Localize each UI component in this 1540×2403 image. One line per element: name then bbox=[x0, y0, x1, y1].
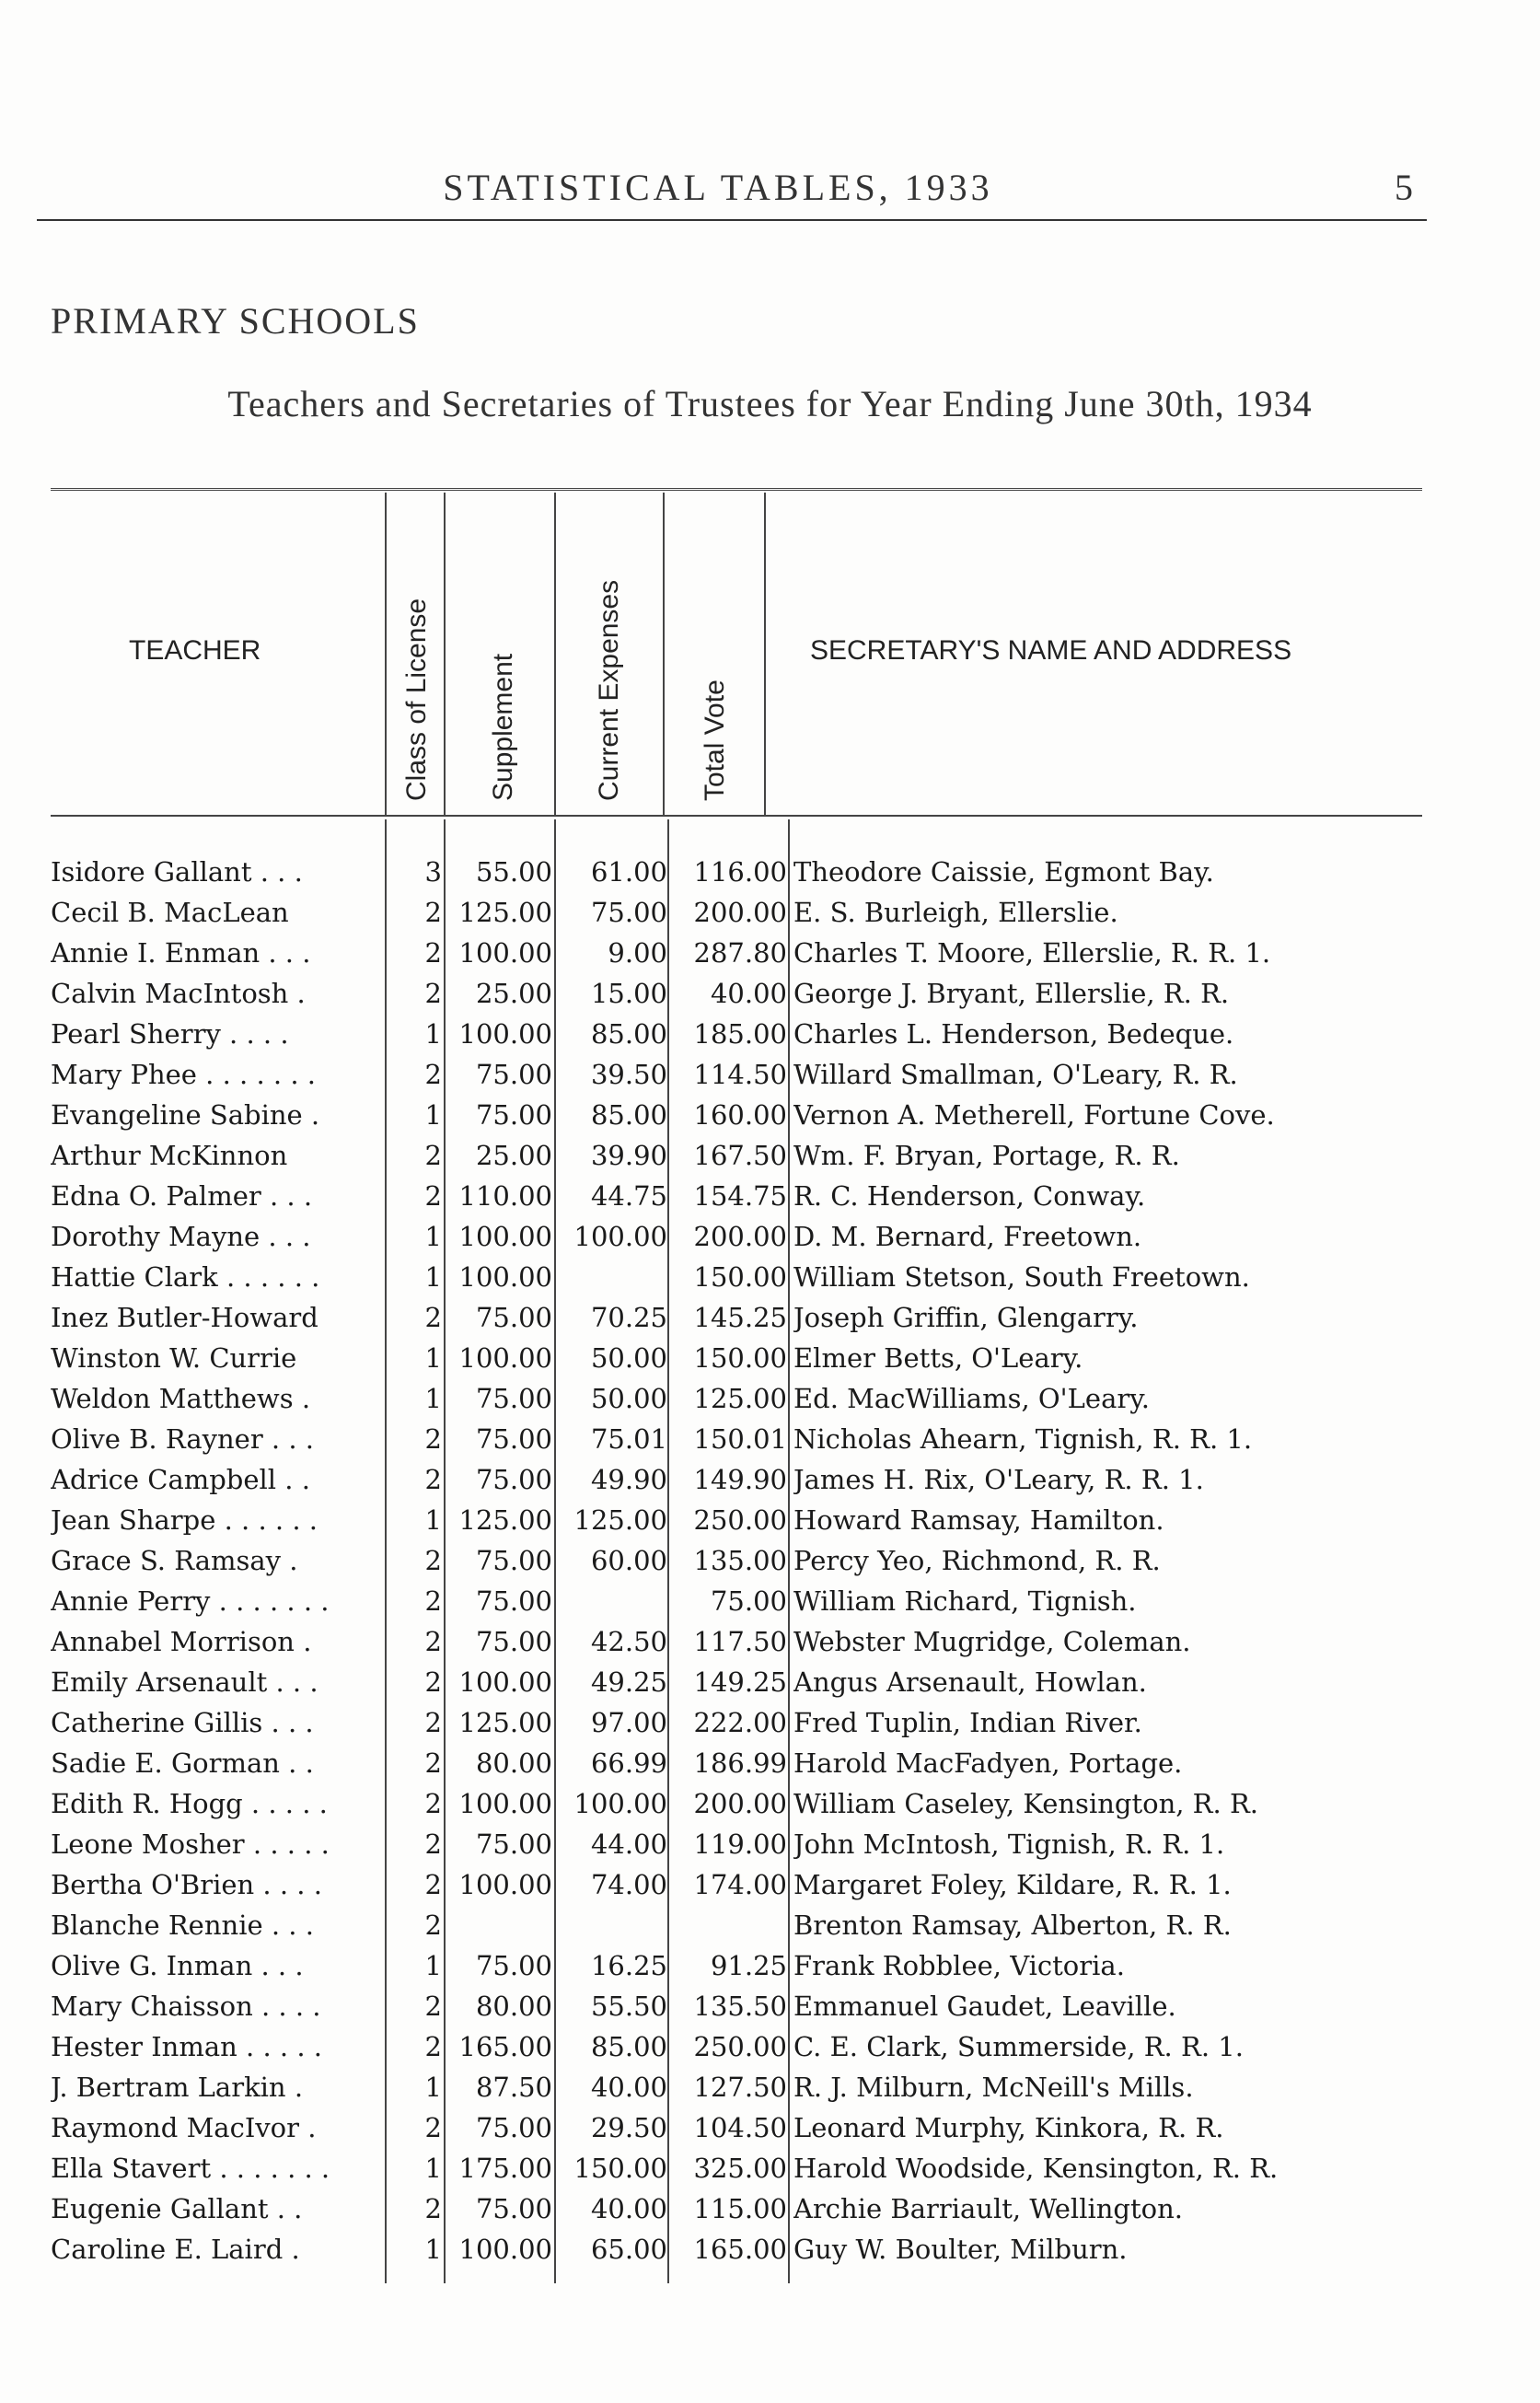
column-header-supplement: Supplement bbox=[488, 653, 518, 801]
class-of-license-cell: 2 bbox=[424, 1910, 442, 1941]
teacher-name: Edna O. Palmer . . . bbox=[51, 1180, 313, 1212]
column-rule bbox=[764, 493, 766, 815]
total-vote-cell: 127.50 bbox=[693, 2072, 787, 2103]
class-of-license-cell: 2 bbox=[424, 937, 442, 969]
table-row bbox=[0, 1216, 1540, 1257]
current-expenses-cell: 16.25 bbox=[590, 1950, 667, 1981]
class-of-license-cell: 1 bbox=[424, 1018, 442, 1050]
class-of-license-cell: 2 bbox=[424, 1545, 442, 1576]
table-row bbox=[0, 2148, 1540, 2188]
current-expenses-cell: 15.00 bbox=[590, 978, 667, 1009]
current-expenses-cell: 61.00 bbox=[590, 856, 667, 888]
secretary-name-address: R. J. Milburn, McNeill's Mills. bbox=[793, 2072, 1194, 2103]
current-expenses-cell: 40.00 bbox=[590, 2193, 667, 2224]
secretary-name-address: William Richard, Tignish. bbox=[793, 1585, 1137, 1617]
secretary-name-address: E. S. Burleigh, Ellerslie. bbox=[793, 897, 1118, 928]
total-vote-cell: 167.50 bbox=[693, 1140, 787, 1171]
class-of-license-cell: 2 bbox=[424, 1707, 442, 1738]
current-expenses-cell: 44.75 bbox=[590, 1180, 667, 1212]
total-vote-cell: 149.90 bbox=[693, 1464, 787, 1495]
current-expenses-cell: 97.00 bbox=[590, 1707, 667, 1738]
table-row bbox=[0, 1257, 1540, 1297]
current-expenses-cell: 70.25 bbox=[590, 1302, 667, 1333]
secretary-name-address: Joseph Griffin, Glengarry. bbox=[793, 1302, 1139, 1333]
secretary-name-address: Leonard Murphy, Kinkora, R. R. bbox=[793, 2112, 1224, 2143]
teacher-name: Adrice Campbell . . bbox=[51, 1464, 310, 1495]
teacher-name: Bertha O'Brien . . . . bbox=[51, 1869, 322, 1900]
secretary-name-address: Elmer Betts, O'Leary. bbox=[793, 1342, 1083, 1374]
supplement-cell: 75.00 bbox=[475, 1302, 552, 1333]
table-row bbox=[0, 1459, 1540, 1500]
supplement-cell: 175.00 bbox=[458, 2153, 552, 2184]
table-row bbox=[0, 1824, 1540, 1864]
total-vote-cell: 222.00 bbox=[693, 1707, 787, 1738]
table-header-rule bbox=[51, 815, 1422, 817]
secretary-name-address: Nicholas Ahearn, Tignish, R. R. 1. bbox=[793, 1423, 1253, 1455]
teacher-name: Arthur McKinnon bbox=[51, 1140, 288, 1171]
total-vote-cell: 250.00 bbox=[693, 1504, 787, 1536]
class-of-license-cell: 2 bbox=[424, 1180, 442, 1212]
class-of-license-cell: 2 bbox=[424, 1869, 442, 1900]
secretary-name-address: Guy W. Boulter, Milburn. bbox=[793, 2234, 1128, 2265]
class-of-license-cell: 1 bbox=[424, 1221, 442, 1252]
total-vote-cell: 40.00 bbox=[710, 978, 787, 1009]
supplement-cell: 75.00 bbox=[475, 2112, 552, 2143]
secretary-name-address: Wm. F. Bryan, Portage, R. R. bbox=[793, 1140, 1180, 1171]
table-row bbox=[0, 1621, 1540, 1662]
supplement-cell: 100.00 bbox=[458, 1342, 552, 1374]
supplement-cell: 125.00 bbox=[458, 897, 552, 928]
supplement-cell: 75.00 bbox=[475, 1585, 552, 1617]
current-expenses-cell: 9.00 bbox=[608, 937, 667, 969]
total-vote-cell: 250.00 bbox=[693, 2031, 787, 2062]
teacher-name: Annie Perry . . . . . . . bbox=[51, 1585, 330, 1617]
total-vote-cell: 160.00 bbox=[693, 1099, 787, 1131]
supplement-cell: 100.00 bbox=[458, 1788, 552, 1819]
column-rule bbox=[385, 493, 387, 815]
class-of-license-cell: 2 bbox=[424, 897, 442, 928]
secretary-name-address: Willard Smallman, O'Leary, R. R. bbox=[793, 1059, 1238, 1090]
total-vote-cell: 200.00 bbox=[693, 1788, 787, 1819]
supplement-cell: 75.00 bbox=[475, 1099, 552, 1131]
supplement-cell: 75.00 bbox=[475, 2193, 552, 2224]
secretary-name-address: Brenton Ramsay, Alberton, R. R. bbox=[793, 1910, 1232, 1941]
class-of-license-cell: 1 bbox=[424, 1261, 442, 1293]
table-row bbox=[0, 1500, 1540, 1540]
table-row bbox=[0, 1662, 1540, 1702]
supplement-cell: 75.00 bbox=[475, 1464, 552, 1495]
current-expenses-cell: 50.00 bbox=[590, 1383, 667, 1414]
table-row bbox=[0, 1135, 1540, 1176]
teacher-name: Eugenie Gallant . . bbox=[51, 2193, 303, 2224]
table-row bbox=[0, 1338, 1540, 1378]
table-row bbox=[0, 1054, 1540, 1095]
secretary-name-address: Charles L. Henderson, Bedeque. bbox=[793, 1018, 1234, 1050]
teacher-name: Annabel Morrison . bbox=[51, 1626, 312, 1657]
secretary-name-address: William Stetson, South Freetown. bbox=[793, 1261, 1250, 1293]
table-row bbox=[0, 1419, 1540, 1459]
secretary-name-address: Margaret Foley, Kildare, R. R. 1. bbox=[793, 1869, 1232, 1900]
table-row bbox=[0, 2067, 1540, 2107]
current-expenses-cell: 50.00 bbox=[590, 1342, 667, 1374]
secretary-name-address: Fred Tuplin, Indian River. bbox=[793, 1707, 1142, 1738]
current-expenses-cell: 60.00 bbox=[590, 1545, 667, 1576]
secretary-name-address: James H. Rix, O'Leary, R. R. 1. bbox=[793, 1464, 1204, 1495]
current-expenses-cell: 125.00 bbox=[573, 1504, 667, 1536]
teacher-name: Evangeline Sabine . bbox=[51, 1099, 320, 1131]
total-vote-cell: 165.00 bbox=[693, 2234, 787, 2265]
current-expenses-cell: 49.90 bbox=[590, 1464, 667, 1495]
table-row bbox=[0, 933, 1540, 973]
class-of-license-cell: 2 bbox=[424, 1059, 442, 1090]
teacher-name: Edith R. Hogg . . . . . bbox=[51, 1788, 328, 1819]
current-expenses-cell: 85.00 bbox=[590, 1099, 667, 1131]
current-expenses-cell: 39.50 bbox=[590, 1059, 667, 1090]
class-of-license-cell: 1 bbox=[424, 2072, 442, 2103]
column-header-total-vote: Total Vote bbox=[700, 679, 730, 801]
supplement-cell: 100.00 bbox=[458, 2234, 552, 2265]
total-vote-cell: 117.50 bbox=[693, 1626, 787, 1657]
table-row bbox=[0, 1014, 1540, 1054]
class-of-license-cell: 2 bbox=[424, 2031, 442, 2062]
secretary-name-address: Webster Mugridge, Coleman. bbox=[793, 1626, 1191, 1657]
total-vote-cell: 287.80 bbox=[693, 937, 787, 969]
table-row bbox=[0, 1378, 1540, 1419]
total-vote-cell: 125.00 bbox=[693, 1383, 787, 1414]
total-vote-cell: 135.00 bbox=[693, 1545, 787, 1576]
class-of-license-cell: 1 bbox=[424, 1504, 442, 1536]
class-of-license-cell: 2 bbox=[424, 1423, 442, 1455]
supplement-cell: 100.00 bbox=[458, 1018, 552, 1050]
class-of-license-cell: 2 bbox=[424, 2112, 442, 2143]
secretary-name-address: George J. Bryant, Ellerslie, R. R. bbox=[793, 978, 1230, 1009]
total-vote-cell: 154.75 bbox=[693, 1180, 787, 1212]
supplement-cell: 55.00 bbox=[475, 856, 552, 888]
class-of-license-cell: 2 bbox=[424, 2193, 442, 2224]
total-vote-cell: 200.00 bbox=[693, 1221, 787, 1252]
secretary-name-address: Charles T. Moore, Ellerslie, R. R. 1. bbox=[793, 937, 1271, 969]
class-of-license-cell: 2 bbox=[424, 1991, 442, 2022]
class-of-license-cell: 2 bbox=[424, 1666, 442, 1698]
teacher-name: J. Bertram Larkin . bbox=[51, 2072, 304, 2103]
class-of-license-cell: 3 bbox=[424, 856, 442, 888]
class-of-license-cell: 1 bbox=[424, 1099, 442, 1131]
secretary-name-address: Angus Arsenault, Howlan. bbox=[793, 1666, 1147, 1698]
page-number: 5 bbox=[1395, 167, 1413, 208]
table-row bbox=[0, 2026, 1540, 2067]
total-vote-cell: 185.00 bbox=[693, 1018, 787, 1050]
total-vote-cell: 145.25 bbox=[693, 1302, 787, 1333]
teacher-name: Weldon Matthews . bbox=[51, 1383, 311, 1414]
teacher-name: Isidore Gallant . . . bbox=[51, 856, 303, 888]
table-row bbox=[0, 1783, 1540, 1824]
teacher-name: Inez Butler-Howard bbox=[51, 1302, 318, 1333]
teacher-name: Raymond MacIvor . bbox=[51, 2112, 317, 2143]
table-row bbox=[0, 1581, 1540, 1621]
supplement-cell: 75.00 bbox=[475, 1828, 552, 1860]
supplement-cell: 75.00 bbox=[475, 1383, 552, 1414]
total-vote-cell: 135.50 bbox=[693, 1991, 787, 2022]
teacher-name: Catherine Gillis . . . bbox=[51, 1707, 314, 1738]
supplement-cell: 75.00 bbox=[475, 1950, 552, 1981]
total-vote-cell: 91.25 bbox=[710, 1950, 787, 1981]
teacher-name: Annie I. Enman . . . bbox=[51, 937, 311, 969]
current-expenses-cell: 85.00 bbox=[590, 1018, 667, 1050]
running-head-rule bbox=[37, 219, 1427, 221]
table-row bbox=[0, 1540, 1540, 1581]
class-of-license-cell: 1 bbox=[424, 1342, 442, 1374]
column-header-current-expenses: Current Expenses bbox=[594, 579, 624, 801]
column-header-secretary: SECRETARY'S NAME AND ADDRESS bbox=[810, 635, 1292, 666]
table-row bbox=[0, 1176, 1540, 1216]
secretary-name-address: Ed. MacWilliams, O'Leary. bbox=[793, 1383, 1150, 1414]
table-row bbox=[0, 1297, 1540, 1338]
total-vote-cell: 104.50 bbox=[693, 2112, 787, 2143]
class-of-license-cell: 2 bbox=[424, 1585, 442, 1617]
table-row bbox=[0, 1945, 1540, 1986]
total-vote-cell: 325.00 bbox=[693, 2153, 787, 2184]
supplement-cell: 87.50 bbox=[475, 2072, 552, 2103]
total-vote-cell: 150.01 bbox=[693, 1423, 787, 1455]
column-header-teacher: TEACHER bbox=[129, 635, 261, 666]
teacher-name: Olive G. Inman . . . bbox=[51, 1950, 304, 1981]
teacher-name: Cecil B. MacLean bbox=[51, 897, 289, 928]
total-vote-cell: 115.00 bbox=[693, 2193, 787, 2224]
supplement-cell: 100.00 bbox=[458, 1221, 552, 1252]
class-of-license-cell: 2 bbox=[424, 1747, 442, 1779]
secretary-name-address: Harold Woodside, Kensington, R. R. bbox=[793, 2153, 1279, 2184]
class-of-license-cell: 2 bbox=[424, 1828, 442, 1860]
class-of-license-cell: 1 bbox=[424, 2234, 442, 2265]
teacher-name: Leone Mosher . . . . . bbox=[51, 1828, 330, 1860]
secretary-name-address: C. E. Clark, Summerside, R. R. 1. bbox=[793, 2031, 1244, 2062]
current-expenses-cell: 100.00 bbox=[573, 1788, 667, 1819]
supplement-cell: 75.00 bbox=[475, 1626, 552, 1657]
total-vote-cell: 174.00 bbox=[693, 1869, 787, 1900]
supplement-cell: 125.00 bbox=[458, 1707, 552, 1738]
teacher-name: Mary Chaisson . . . . bbox=[51, 1991, 321, 2022]
class-of-license-cell: 1 bbox=[424, 1950, 442, 1981]
table-row bbox=[0, 892, 1540, 933]
supplement-cell: 75.00 bbox=[475, 1545, 552, 1576]
column-rule bbox=[663, 493, 665, 815]
teacher-name: Caroline E. Laird . bbox=[51, 2234, 300, 2265]
teacher-name: Jean Sharpe . . . . . . bbox=[51, 1504, 318, 1536]
secretary-name-address: Emmanuel Gaudet, Leaville. bbox=[793, 1991, 1176, 2022]
column-rule bbox=[554, 493, 556, 815]
section-title: PRIMARY SCHOOLS bbox=[51, 300, 420, 342]
teacher-name: Emily Arsenault . . . bbox=[51, 1666, 318, 1698]
table-row bbox=[0, 1743, 1540, 1783]
class-of-license-cell: 2 bbox=[424, 978, 442, 1009]
total-vote-cell: 186.99 bbox=[693, 1747, 787, 1779]
table-row bbox=[0, 2229, 1540, 2270]
table-subtitle: Teachers and Secretaries of Trustees for Year Ending June 30th, 1934 bbox=[227, 383, 1313, 424]
total-vote-cell: 75.00 bbox=[710, 1585, 787, 1617]
column-header-class-of-license: Class of License bbox=[401, 598, 432, 801]
total-vote-cell: 149.25 bbox=[693, 1666, 787, 1698]
current-expenses-cell: 66.99 bbox=[590, 1747, 667, 1779]
teacher-name: Blanche Rennie . . . bbox=[51, 1910, 314, 1941]
teacher-name: Calvin MacIntosh . bbox=[51, 978, 306, 1009]
current-expenses-cell: 39.90 bbox=[590, 1140, 667, 1171]
class-of-license-cell: 1 bbox=[424, 1383, 442, 1414]
supplement-cell: 165.00 bbox=[458, 2031, 552, 2062]
table-row bbox=[0, 1864, 1540, 1905]
total-vote-cell: 114.50 bbox=[693, 1059, 787, 1090]
teacher-name: Hattie Clark . . . . . . bbox=[51, 1261, 320, 1293]
supplement-cell: 25.00 bbox=[475, 978, 552, 1009]
class-of-license-cell: 2 bbox=[424, 1788, 442, 1819]
total-vote-cell: 200.00 bbox=[693, 897, 787, 928]
teacher-name: Grace S. Ramsay . bbox=[51, 1545, 298, 1576]
teacher-name: Dorothy Mayne . . . bbox=[51, 1221, 311, 1252]
total-vote-cell: 150.00 bbox=[693, 1342, 787, 1374]
current-expenses-cell: 42.50 bbox=[590, 1626, 667, 1657]
table-row bbox=[0, 1986, 1540, 2026]
current-expenses-cell: 65.00 bbox=[590, 2234, 667, 2265]
supplement-cell: 100.00 bbox=[458, 1666, 552, 1698]
class-of-license-cell: 2 bbox=[424, 1302, 442, 1333]
teacher-name: Mary Phee . . . . . . . bbox=[51, 1059, 317, 1090]
current-expenses-cell: 44.00 bbox=[590, 1828, 667, 1860]
current-expenses-cell: 100.00 bbox=[573, 1221, 667, 1252]
teacher-name: Hester Inman . . . . . bbox=[51, 2031, 323, 2062]
supplement-cell: 75.00 bbox=[475, 1059, 552, 1090]
table-top-rule bbox=[51, 488, 1422, 491]
secretary-name-address: Theodore Caissie, Egmont Bay. bbox=[793, 856, 1214, 888]
current-expenses-cell: 75.00 bbox=[590, 897, 667, 928]
supplement-cell: 80.00 bbox=[475, 1747, 552, 1779]
class-of-license-cell: 2 bbox=[424, 1464, 442, 1495]
teacher-name: Sadie E. Gorman . . bbox=[51, 1747, 314, 1779]
secretary-name-address: D. M. Bernard, Freetown. bbox=[793, 1221, 1142, 1252]
secretary-name-address: Harold MacFadyen, Portage. bbox=[793, 1747, 1183, 1779]
total-vote-cell: 150.00 bbox=[693, 1261, 787, 1293]
secretary-name-address: Vernon A. Metherell, Fortune Cove. bbox=[793, 1099, 1275, 1131]
table-row bbox=[0, 1905, 1540, 1945]
current-expenses-cell: 49.25 bbox=[590, 1666, 667, 1698]
total-vote-cell: 119.00 bbox=[693, 1828, 787, 1860]
supplement-cell: 75.00 bbox=[475, 1423, 552, 1455]
teacher-name: Ella Stavert . . . . . . . bbox=[51, 2153, 330, 2184]
current-expenses-cell: 75.01 bbox=[590, 1423, 667, 1455]
secretary-name-address: Frank Robblee, Victoria. bbox=[793, 1950, 1125, 1981]
column-rule bbox=[444, 493, 446, 815]
supplement-cell: 80.00 bbox=[475, 1991, 552, 2022]
teacher-name: Olive B. Rayner . . . bbox=[51, 1423, 315, 1455]
class-of-license-cell: 1 bbox=[424, 2153, 442, 2184]
table-row bbox=[0, 973, 1540, 1014]
secretary-name-address: R. C. Henderson, Conway. bbox=[793, 1180, 1146, 1212]
running-head bbox=[0, 157, 1540, 212]
secretary-name-address: John McIntosh, Tignish, R. R. 1. bbox=[793, 1828, 1225, 1860]
current-expenses-cell: 150.00 bbox=[573, 2153, 667, 2184]
class-of-license-cell: 2 bbox=[424, 1626, 442, 1657]
teacher-name: Winston W. Currie bbox=[51, 1342, 297, 1374]
total-vote-cell: 116.00 bbox=[693, 856, 787, 888]
supplement-cell: 125.00 bbox=[458, 1504, 552, 1536]
class-of-license-cell: 2 bbox=[424, 1140, 442, 1171]
table-row bbox=[0, 1095, 1540, 1135]
supplement-cell: 100.00 bbox=[458, 1261, 552, 1293]
current-expenses-cell: 74.00 bbox=[590, 1869, 667, 1900]
secretary-name-address: Howard Ramsay, Hamilton. bbox=[793, 1504, 1164, 1536]
secretary-name-address: Archie Barriault, Wellington. bbox=[793, 2193, 1183, 2224]
table-row bbox=[0, 1702, 1540, 1743]
supplement-cell: 25.00 bbox=[475, 1140, 552, 1171]
current-expenses-cell: 55.50 bbox=[590, 1991, 667, 2022]
current-expenses-cell: 85.00 bbox=[590, 2031, 667, 2062]
current-expenses-cell: 40.00 bbox=[590, 2072, 667, 2103]
current-expenses-cell: 29.50 bbox=[590, 2112, 667, 2143]
table-row bbox=[0, 2188, 1540, 2229]
table-row bbox=[0, 2107, 1540, 2148]
teacher-name: Pearl Sherry . . . . bbox=[51, 1018, 289, 1050]
secretary-name-address: Percy Yeo, Richmond, R. R. bbox=[793, 1545, 1161, 1576]
secretary-name-address: William Caseley, Kensington, R. R. bbox=[793, 1788, 1259, 1819]
running-head-title: STATISTICAL TABLES, 1933 bbox=[443, 167, 993, 208]
supplement-cell: 110.00 bbox=[458, 1180, 552, 1212]
supplement-cell: 100.00 bbox=[458, 937, 552, 969]
supplement-cell: 100.00 bbox=[458, 1869, 552, 1900]
table-row bbox=[0, 852, 1540, 892]
